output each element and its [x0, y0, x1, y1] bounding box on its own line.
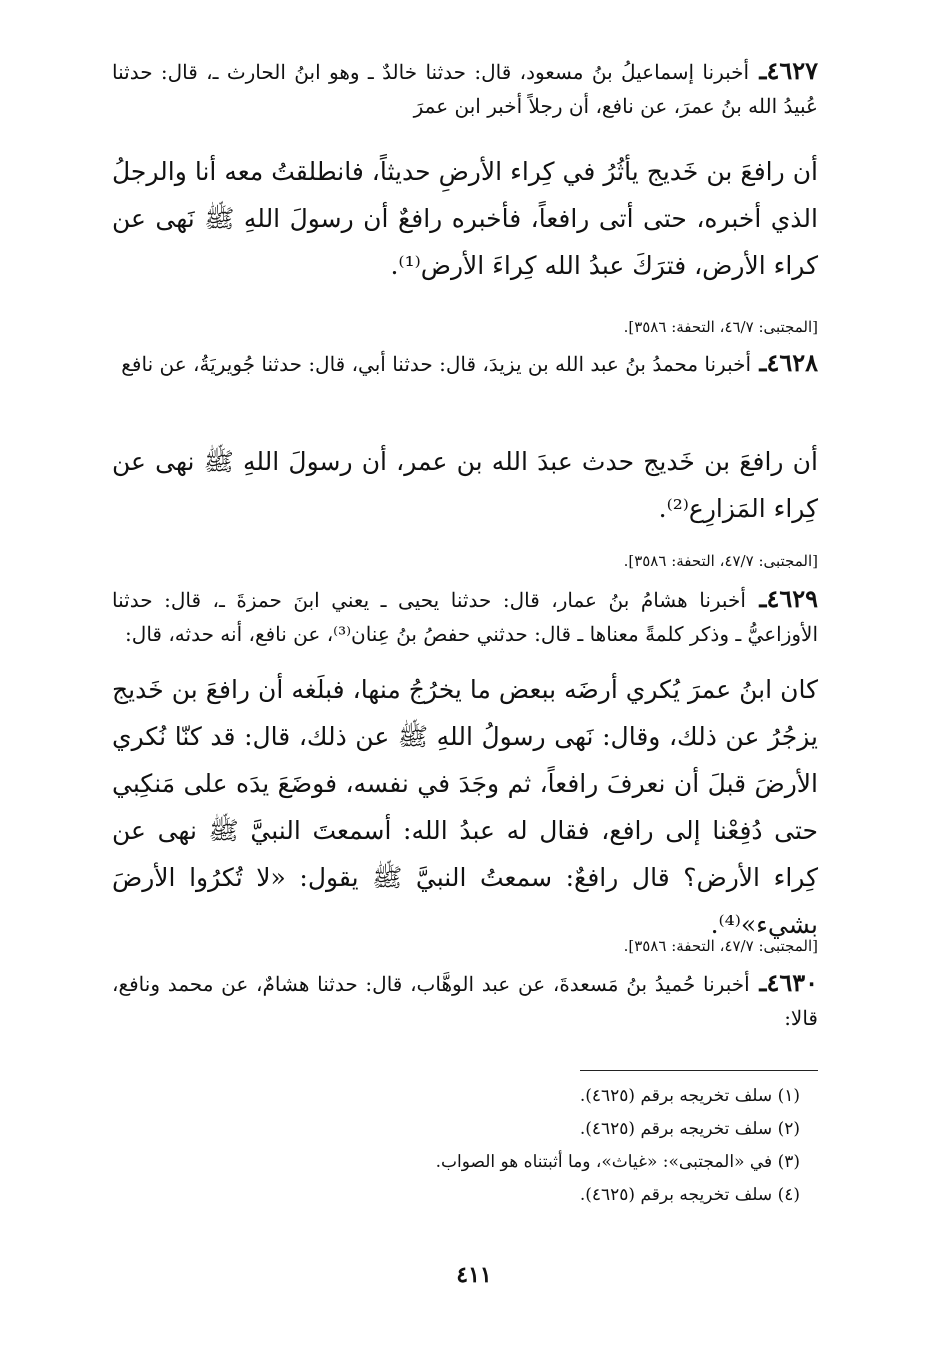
hadith-number: ٤٦٢٩	[766, 584, 818, 613]
hadith-4627-reference: [المجتبى: ٤٦/٧، التحفة: ٣٥٨٦].	[623, 318, 818, 336]
footnote-separator	[580, 1070, 818, 1071]
footnote-1: (١) سلف تخريجه برقم (٤٦٢٥).	[579, 1086, 800, 1106]
isnad-text: أخبرنا محمدُ بنُ عبد الله بن يزيدَ، قال: حدثنا أبي، قال: حدثنا جُويريَةُ، عن نافع	[121, 352, 752, 376]
hadith-4627-matn: أن رافعَ بن خَديج يأثُرُ في كِراء الأرضِ حديثاً، فانطلقتُ معه أنا والرجلُ الذي أخبره، حتى أتى رافعاً، فأخبره رافعٌ أن رسولَ اللهِ ﷺ نَهى عن كراء الأرض، فترَكَ عبدُ الله كِراءَ الأرض⁽¹⁾.	[112, 157, 818, 280]
page-number: ٤١١	[456, 1262, 492, 1288]
footnote-3: (٣) في «المجتبى»: «غياث»، وما أثبتناه هو الصواب.	[435, 1152, 800, 1172]
footnote-4: (٤) سلف تخريجه برقم (٤٦٢٥).	[579, 1185, 800, 1205]
footnotes	[112, 1080, 800, 1212]
hadith-4629-isnad	[112, 582, 818, 651]
hadith-number: ٤٦٢٧	[766, 56, 818, 85]
number-dash: ـ	[749, 56, 767, 85]
isnad-text: أخبرنا إسماعيلُ بنُ مسعود، قال: حدثنا خالدٌ ـ وهو ابنُ الحارث ـ، قال: حدثنا عُبيدُ الله بنُ عمرَ، عن نافع، أن رجلاً أخبر ابن عمرَ	[112, 60, 818, 118]
hadith-number: ٤٦٣٠	[766, 968, 818, 997]
hadith-4628-reference: [المجتبى: ٤٧/٧، التحفة: ٣٥٨٦].	[623, 552, 818, 570]
number-dash: ـ	[749, 968, 767, 997]
hadith-4629-reference: [المجتبى: ٤٧/٧، التحفة: ٣٥٨٦].	[623, 937, 818, 955]
hadith-4628-matn: أن رافعَ بن خَديج حدث عبدَ الله بن عمر، أن رسولَ اللهِ ﷺ نهى عن كِراء المَزارِع⁽²⁾.	[112, 447, 818, 523]
footnote-2: (٢) سلف تخريجه برقم (٤٦٢٥).	[579, 1119, 800, 1139]
isnad-text: أخبرنا هشامُ بنُ عمار، قال: حدثنا يحيى ـ يعني ابنَ حمزةَ ـ، قال: حدثنا الأوزاعيُّ ـ وذكر كلمةً معناها ـ قال: حدثني حفصُ بنُ عِنان⁽³⁾، عن نافع، أنه حدثه، قال:	[112, 588, 818, 646]
number-dash: ـ	[745, 584, 767, 613]
hadith-number: ٤٦٢٨	[766, 348, 818, 377]
hadith-4630-isnad	[112, 966, 818, 1035]
hadith-4627-isnad	[112, 54, 818, 123]
number-dash: ـ	[751, 348, 767, 377]
hadith-4628-isnad	[112, 346, 818, 381]
hadith-4629-matn: كان ابنُ عمرَ يُكري أرضَه ببعض ما يخرُجُ منها، فبلَغه أن رافعَ بن خَديج يزجُرُ عن ذلك، وقال: نَهى رسولُ اللهِ ﷺ عن ذلك، قال: قد كنّا نُكري الأرضَ قبلَ أن نعرفَ رافعاً، ثم وجَدَ في نفسه، فوضَعَ يدَه على مَنكِبي حتى دُفِعْنا إلى رافع، فقال له عبدُ الله: أسمعتَ النبيَّ ﷺ نهى عن كِراء الأرض؟ قال رافعٌ: سمعتُ النبيَّ ﷺ يقول: «لا تُكرُوا الأرضَ بشيء»⁽⁴⁾.	[112, 675, 818, 939]
isnad-text: أخبرنا حُميدُ بنُ مَسعدةَ، عن عبد الوهَّاب، قال: حدثنا هشامٌ، عن محمد ونافع، قالا:	[112, 972, 818, 1030]
